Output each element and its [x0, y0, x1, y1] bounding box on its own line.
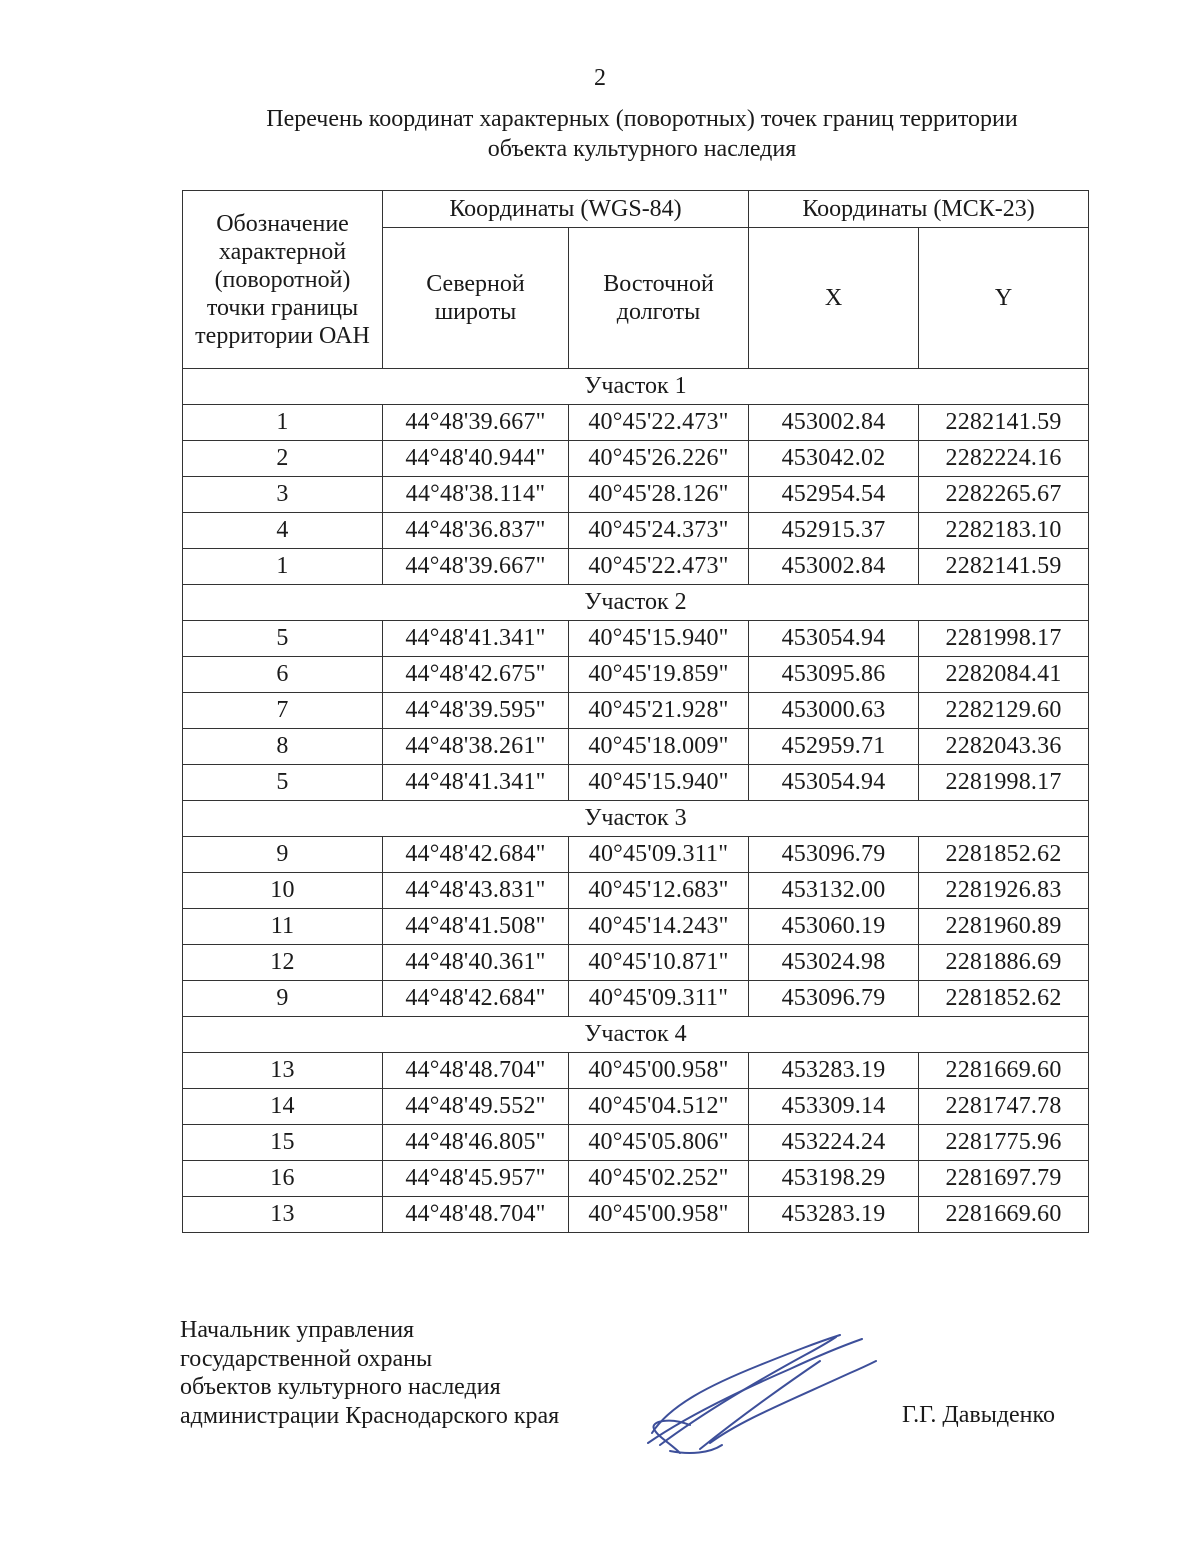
cell-point: 9 [183, 981, 383, 1017]
section-title: Участок 4 [183, 1017, 1089, 1053]
cell-point: 14 [183, 1089, 383, 1125]
cell-lon: 40°45'28.126" [569, 477, 749, 513]
cell-x: 453283.19 [749, 1197, 919, 1233]
cell-point: 3 [183, 477, 383, 513]
cell-lat: 44°48'39.595" [383, 693, 569, 729]
table-row [183, 1197, 1089, 1233]
cell-x: 452915.37 [749, 513, 919, 549]
cell-lon: 40°45'00.958" [569, 1053, 749, 1089]
cell-lat: 44°48'36.837" [383, 513, 569, 549]
cell-y: 2282224.16 [919, 441, 1089, 477]
cell-x: 453132.00 [749, 873, 919, 909]
cell-lon: 40°45'24.373" [569, 513, 749, 549]
table-row [183, 405, 1089, 441]
cell-y: 2282084.41 [919, 657, 1089, 693]
cell-lon: 40°45'18.009" [569, 729, 749, 765]
cell-point: 1 [183, 549, 383, 585]
cell-lon: 40°45'22.473" [569, 405, 749, 441]
table-row [183, 513, 1089, 549]
lon-column-header: Восточной долготы [569, 228, 749, 369]
cell-y: 2282141.59 [919, 405, 1089, 441]
cell-point: 9 [183, 837, 383, 873]
cell-x: 453283.19 [749, 1053, 919, 1089]
cell-x: 453198.29 [749, 1161, 919, 1197]
lat-column-header: Северной широты [383, 228, 569, 369]
cell-point: 13 [183, 1197, 383, 1233]
cell-lon: 40°45'21.928" [569, 693, 749, 729]
cell-point: 7 [183, 693, 383, 729]
cell-point: 11 [183, 909, 383, 945]
table-row [183, 441, 1089, 477]
cell-y: 2282043.36 [919, 729, 1089, 765]
cell-x: 453096.79 [749, 981, 919, 1017]
table-row [183, 1161, 1089, 1197]
handwritten-signature [640, 1325, 880, 1465]
section-title: Участок 3 [183, 801, 1089, 837]
msk-group-header: Координаты (МСК-23) [749, 191, 1089, 228]
cell-lon: 40°45'19.859" [569, 657, 749, 693]
cell-x: 452954.54 [749, 477, 919, 513]
cell-lon: 40°45'00.958" [569, 1197, 749, 1233]
section-title: Участок 2 [183, 585, 1089, 621]
position-line-1: Начальник управления [180, 1317, 415, 1343]
cell-y: 2281669.60 [919, 1053, 1089, 1089]
cell-lat: 44°48'42.675" [383, 657, 569, 693]
title-line-1: Перечень координат характерных (поворотных) точек границ территории [266, 106, 1018, 132]
section-row [183, 1017, 1089, 1053]
signer-name: Г.Г. Давыденко [902, 1402, 1055, 1428]
cell-point: 12 [183, 945, 383, 981]
table-row [183, 549, 1089, 585]
wgs-group-header: Координаты (WGS-84) [383, 191, 749, 228]
cell-x: 453096.79 [749, 837, 919, 873]
cell-point: 2 [183, 441, 383, 477]
cell-x: 453000.63 [749, 693, 919, 729]
cell-lat: 44°48'42.684" [383, 837, 569, 873]
cell-lat: 44°48'48.704" [383, 1197, 569, 1233]
cell-lat: 44°48'43.831" [383, 873, 569, 909]
cell-lon: 40°45'15.940" [569, 621, 749, 657]
signatory-position [180, 1316, 559, 1430]
cell-lat: 44°48'38.114" [383, 477, 569, 513]
cell-lon: 40°45'14.243" [569, 909, 749, 945]
cell-x: 453309.14 [749, 1089, 919, 1125]
cell-x: 453042.02 [749, 441, 919, 477]
cell-x: 452959.71 [749, 729, 919, 765]
cell-point: 5 [183, 765, 383, 801]
cell-point: 1 [183, 405, 383, 441]
cell-point: 5 [183, 621, 383, 657]
table-row [183, 621, 1089, 657]
table-row [183, 657, 1089, 693]
cell-lon: 40°45'10.871" [569, 945, 749, 981]
document-title [180, 104, 1104, 164]
cell-lon: 40°45'04.512" [569, 1089, 749, 1125]
cell-point: 6 [183, 657, 383, 693]
cell-y: 2281998.17 [919, 621, 1089, 657]
cell-y: 2281926.83 [919, 873, 1089, 909]
cell-lat: 44°48'39.667" [383, 405, 569, 441]
cell-y: 2281852.62 [919, 981, 1089, 1017]
cell-y: 2281697.79 [919, 1161, 1089, 1197]
cell-x: 453060.19 [749, 909, 919, 945]
point-column-header: Обозначение характерной (поворотной) точки границы территории ОАН [183, 191, 383, 369]
coordinates-table [182, 190, 1089, 1233]
table-row [183, 1053, 1089, 1089]
section-row [183, 585, 1089, 621]
title-line-2: объекта культурного наследия [487, 136, 797, 162]
position-line-4: администрации Краснодарского края [180, 1402, 560, 1429]
cell-x: 453054.94 [749, 765, 919, 801]
table-row [183, 909, 1089, 945]
cell-lat: 44°48'46.805" [383, 1125, 569, 1161]
x-column-header: X [749, 228, 919, 369]
table-row [183, 1089, 1089, 1125]
cell-lon: 40°45'02.252" [569, 1161, 749, 1197]
section-title: Участок 1 [183, 369, 1089, 405]
table-row [183, 837, 1089, 873]
cell-y: 2282183.10 [919, 513, 1089, 549]
cell-y: 2281960.89 [919, 909, 1089, 945]
cell-y: 2281669.60 [919, 1197, 1089, 1233]
cell-y: 2282129.60 [919, 693, 1089, 729]
section-row [183, 801, 1089, 837]
cell-y: 2281747.78 [919, 1089, 1089, 1125]
cell-x: 453095.86 [749, 657, 919, 693]
cell-lon: 40°45'15.940" [569, 765, 749, 801]
cell-point: 4 [183, 513, 383, 549]
table-row [183, 765, 1089, 801]
cell-y: 2281852.62 [919, 837, 1089, 873]
cell-lon: 40°45'12.683" [569, 873, 749, 909]
cell-point: 16 [183, 1161, 383, 1197]
cell-lat: 44°48'40.361" [383, 945, 569, 981]
table-row [183, 693, 1089, 729]
cell-y: 2281998.17 [919, 765, 1089, 801]
table-row [183, 873, 1089, 909]
cell-y: 2282141.59 [919, 549, 1089, 585]
cell-point: 10 [183, 873, 383, 909]
y-column-header: Y [919, 228, 1089, 369]
cell-y: 2281886.69 [919, 945, 1089, 981]
section-row [183, 369, 1089, 405]
cell-lat: 44°48'42.684" [383, 981, 569, 1017]
cell-x: 453002.84 [749, 549, 919, 585]
cell-lat: 44°48'48.704" [383, 1053, 569, 1089]
cell-lon: 40°45'05.806" [569, 1125, 749, 1161]
cell-point: 13 [183, 1053, 383, 1089]
table-header-row [183, 191, 1089, 228]
cell-y: 2282265.67 [919, 477, 1089, 513]
cell-point: 15 [183, 1125, 383, 1161]
cell-x: 453002.84 [749, 405, 919, 441]
cell-x: 453054.94 [749, 621, 919, 657]
cell-lat: 44°48'41.341" [383, 621, 569, 657]
cell-lat: 44°48'41.341" [383, 765, 569, 801]
cell-x: 453224.24 [749, 1125, 919, 1161]
table-row [183, 981, 1089, 1017]
cell-lat: 44°48'45.957" [383, 1161, 569, 1197]
cell-lon: 40°45'09.311" [569, 837, 749, 873]
cell-lat: 44°48'49.552" [383, 1089, 569, 1125]
cell-lat: 44°48'39.667" [383, 549, 569, 585]
cell-x: 453024.98 [749, 945, 919, 981]
cell-lon: 40°45'09.311" [569, 981, 749, 1017]
position-line-2: государственной охраны [180, 1345, 433, 1372]
cell-lon: 40°45'22.473" [569, 549, 749, 585]
table-body [183, 369, 1089, 1233]
table-row [183, 1125, 1089, 1161]
cell-lon: 40°45'26.226" [569, 441, 749, 477]
table-row [183, 729, 1089, 765]
cell-lat: 44°48'40.944" [383, 441, 569, 477]
table-row [183, 477, 1089, 513]
cell-point: 8 [183, 729, 383, 765]
table-row [183, 945, 1089, 981]
cell-lat: 44°48'38.261" [383, 729, 569, 765]
cell-y: 2281775.96 [919, 1125, 1089, 1161]
cell-lat: 44°48'41.508" [383, 909, 569, 945]
position-line-3: объектов культурного наследия [180, 1374, 501, 1400]
page-number: 2 [594, 65, 606, 91]
